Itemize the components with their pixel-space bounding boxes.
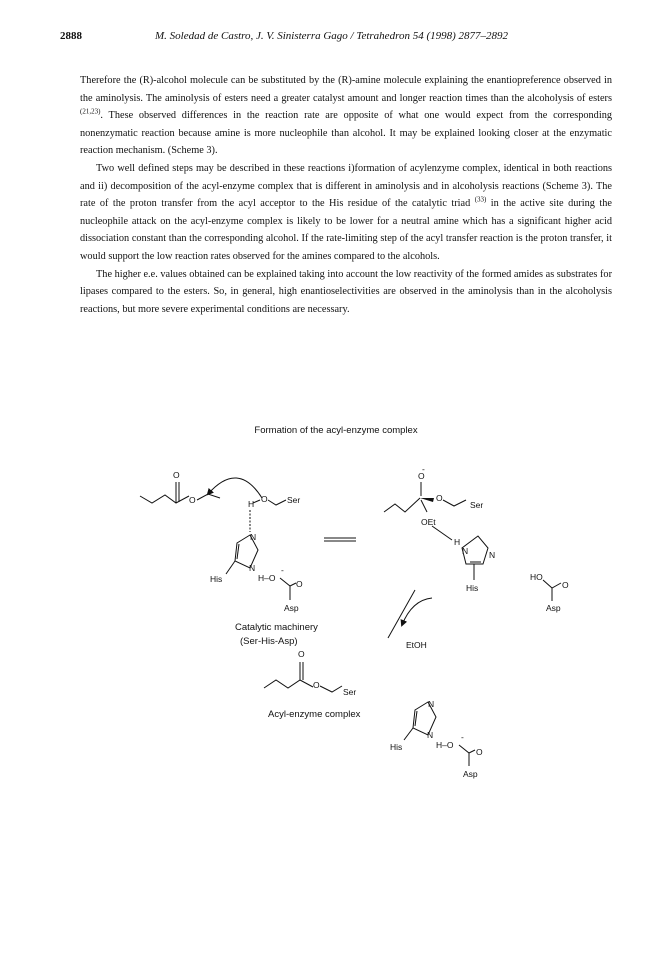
residue-label: His bbox=[466, 583, 479, 593]
paragraph-1-text-b: . These observed differences in the reaction rate are opposite of what one would expect from the corresponding nonenzymatic reaction because amine is more nucleophile than alcohol. It may be explained looking closer at the enzymatic reaction mechanism. (Scheme 3). bbox=[80, 110, 612, 157]
atom-label: N bbox=[427, 730, 434, 740]
paragraph-3: The higher e.e. values obtained can be explained taking into account the low reactivity of the formed amides as substrates for lipases compared to the esters. So, in general, high enantioselectivities are observed in the aminolysis than in the alcoholysis reactions, but more severe experimental conditions are necessary. bbox=[80, 268, 612, 315]
atom-label: H–O bbox=[258, 573, 276, 583]
charge-label: - bbox=[422, 464, 425, 474]
scheme-title: Formation of the acyl-enzyme complex bbox=[254, 425, 418, 436]
paragraph-1 bbox=[80, 72, 612, 160]
aspartate-residue bbox=[530, 572, 569, 613]
product-label: EtOH bbox=[406, 640, 427, 650]
serine-residue bbox=[248, 494, 300, 532]
charge-label: - bbox=[461, 732, 464, 742]
atom-label: H bbox=[248, 499, 255, 509]
histidine-residue-regenerated bbox=[390, 699, 483, 779]
atom-label: HO bbox=[530, 572, 543, 582]
atom-label: N bbox=[250, 532, 257, 542]
caption-ser-his-asp: (Ser-His-Asp) bbox=[240, 636, 298, 647]
paragraph-2-text-b: in the active site during the nucleophile attack on the acyl-enzyme complex is likely to be lower for a neutral amine which has a significant higher acid dissociation constant than the corresponding alcohol. If the rate-limiting step of the acyl transfer reaction is the proton transfer, it would support the low reaction rates observed for the amines compared to the alcohols. bbox=[80, 198, 612, 262]
caption-catalytic-machinery: Catalytic machinery bbox=[235, 622, 318, 633]
residue-label: Asp bbox=[546, 603, 561, 613]
residue-label: Asp bbox=[284, 603, 299, 613]
atom-label: O bbox=[261, 494, 268, 504]
residue-label: His bbox=[210, 574, 223, 584]
tetrahedral-intermediate bbox=[384, 464, 495, 593]
residue-label: Ser bbox=[470, 500, 484, 510]
atom-label: N bbox=[462, 546, 469, 556]
residue-label: His bbox=[390, 742, 403, 752]
running-header bbox=[60, 30, 620, 46]
atom-label: H bbox=[454, 537, 461, 547]
paragraph-2-text-a: Two well defined steps may be described in these reactions i)formation of acylenzyme complex, identical in both reactions and ii) decomposition of the acyl-enzyme complex that is different in aminolysis and in alcoholysis reactions (Scheme 3). The rate of the proton transfer from the acyl acceptor to the His residue of the catalytic triad bbox=[80, 162, 612, 210]
histidine-residue bbox=[210, 532, 303, 613]
ethanol-release bbox=[388, 590, 432, 650]
atom-label: N bbox=[428, 699, 435, 709]
paragraph-2 bbox=[80, 160, 612, 266]
body-text bbox=[80, 72, 612, 318]
atom-label: O bbox=[189, 495, 196, 505]
residue-label: Asp bbox=[463, 769, 478, 779]
atom-label: O bbox=[436, 493, 443, 503]
acyl-enzyme-complex bbox=[264, 649, 356, 697]
caption-acyl-enzyme: Acyl-enzyme complex bbox=[268, 709, 361, 720]
atom-label: H–O bbox=[436, 740, 454, 750]
atom-label: O bbox=[313, 680, 320, 690]
citation-ref: (21,23) bbox=[80, 107, 101, 116]
atom-label: O bbox=[298, 649, 305, 659]
atom-label: N bbox=[249, 563, 256, 573]
atom-label: O bbox=[418, 471, 425, 481]
reaction-scheme bbox=[0, 440, 672, 790]
atom-label: Ser bbox=[287, 495, 301, 505]
running-title: M. Soledad de Castro, J. V. Sinisterra Gago / Tetrahedron 54 (1998) 2877–2892 bbox=[155, 30, 509, 42]
ester-substrate bbox=[140, 470, 220, 505]
equilibrium-arrow bbox=[324, 538, 356, 541]
atom-label: O bbox=[296, 579, 303, 589]
citation-ref: (33) bbox=[474, 195, 487, 204]
charge-label: - bbox=[281, 565, 284, 575]
residue-label: Ser bbox=[343, 687, 357, 697]
atom-label: O bbox=[173, 470, 180, 480]
paragraph-1-text-a: Therefore the (R)-alcohol molecule can be substituted by the (R)-amine molecule explaining the enantiopreference observed in the aminolysis. The aminolysis of esters need a greater catalyst amount and longer reaction times than the alcoholysis of esters bbox=[80, 75, 612, 104]
group-label: OEt bbox=[421, 517, 436, 527]
atom-label: O bbox=[562, 580, 569, 590]
atom-label: N bbox=[489, 550, 496, 560]
attack-arrow bbox=[208, 478, 262, 498]
atom-label: O bbox=[476, 747, 483, 757]
page-number: 2888 bbox=[60, 30, 82, 42]
